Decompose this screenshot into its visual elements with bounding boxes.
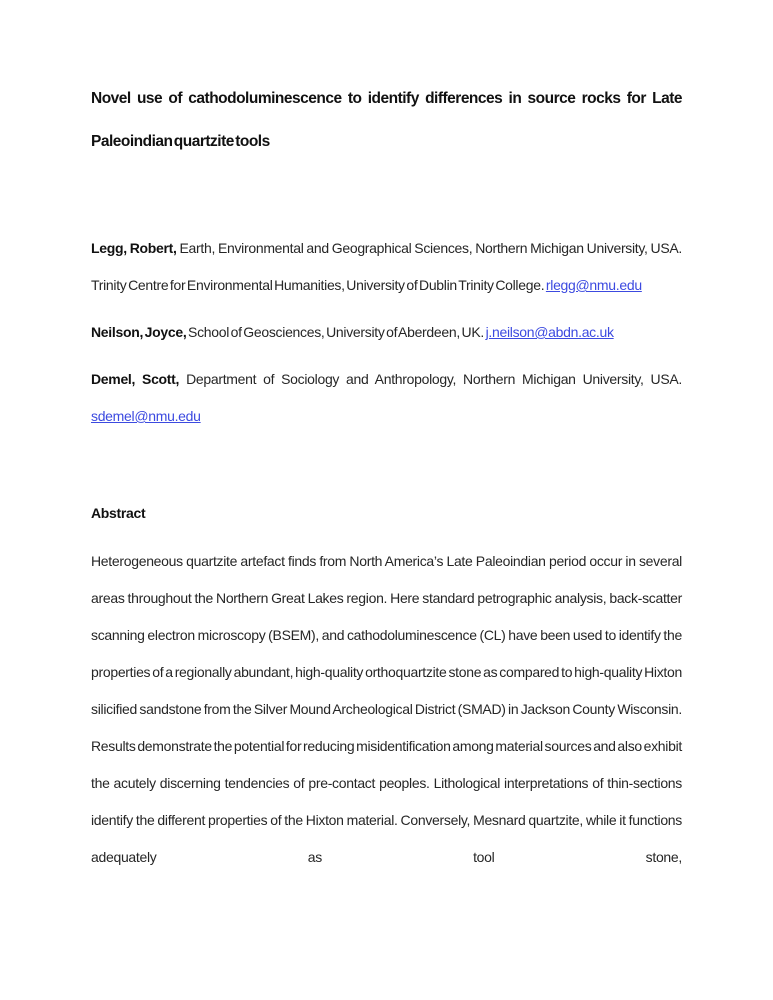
author-name: Demel, Scott,	[91, 371, 180, 387]
paper-title: Novel use of cathodoluminescence to identify differences in source rocks for Late Paleoindian quartzite tools	[91, 90, 682, 150]
author-block	[91, 314, 682, 351]
author-name: Neilson, Joyce,	[91, 324, 187, 340]
author-email-link[interactable]: rlegg@nmu.edu	[545, 277, 642, 293]
author-block	[91, 230, 682, 304]
author-affiliation: School of Geosciences, University of Aberdeen, UK.	[188, 324, 484, 340]
author-email-link[interactable]: sdemel@nmu.edu	[91, 408, 201, 424]
author-affiliation: Department of Sociology and Anthropology, Northern Michigan University, USA.	[186, 371, 682, 387]
author-email-link[interactable]: j.neilson@abdn.ac.uk	[485, 324, 614, 340]
abstract-paragraph: Heterogeneous quartzite artefact finds from North America’s Late Paleoindian period occur in several areas throughout the Northern Great Lakes region. Here standard petrographic analysis, back-scatter scanning electron microscopy (BSEM), and cathodoluminescence (CL) have been used to identify the properties of a regionally abundant, high-quality orthoquartzite stone as compared to high-quality Hixton silicified sandstone from the Silver Mound Archeological District (SMAD) in Jackson County Wisconsin. Results demonstrate the potential for reducing misidentification among material sources and also exhibit the acutely discerning tendencies of pre-contact peoples. Lithological interpretations of thin-sections identify the different properties of the Hixton material. Conversely, Mesnard quartzite, while it functions adequately as tool stone,	[91, 553, 682, 865]
author-affiliation: Earth, Environmental and Geographical Sciences, Northern Michigan University, USA. Trinity Centre for Environmental Humanities, University of Dublin Trinity College.	[91, 240, 683, 293]
author-name: Legg, Robert,	[91, 240, 177, 256]
author-block	[91, 361, 682, 435]
abstract-heading: Abstract	[91, 505, 146, 521]
